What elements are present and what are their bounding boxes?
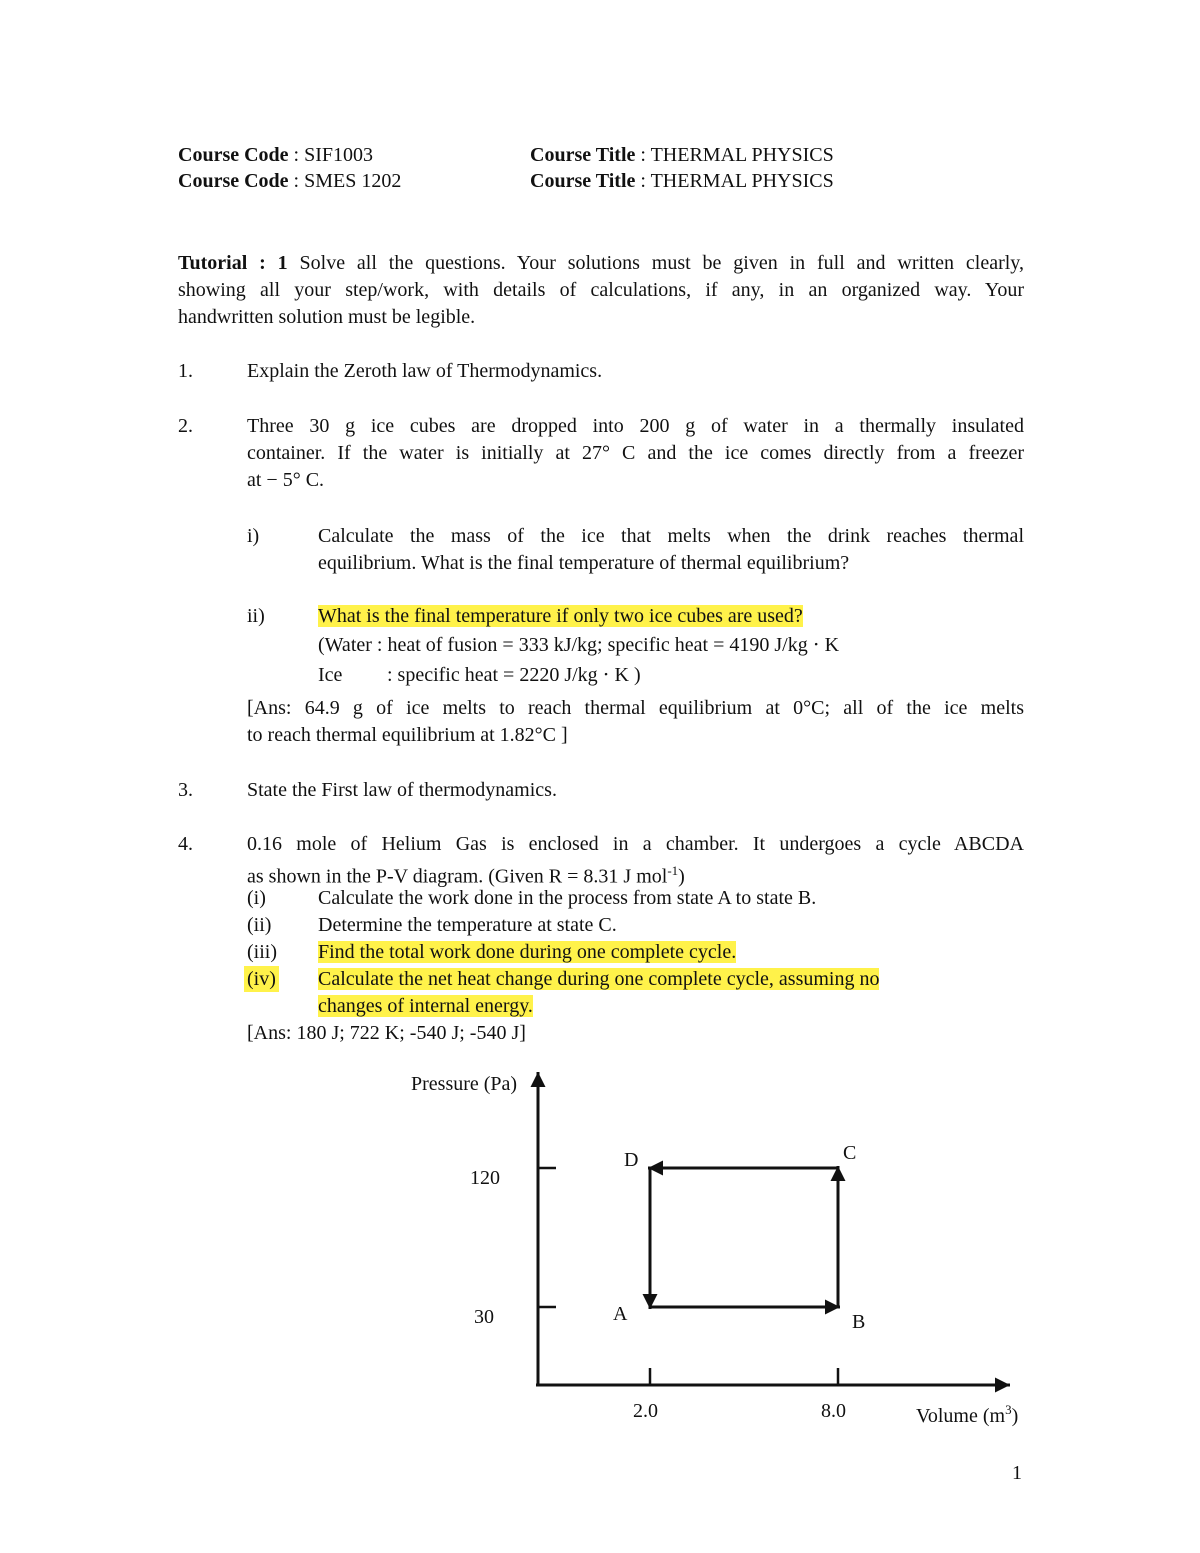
question-2-ii-number: ii) xyxy=(247,605,265,627)
course-code-value: : SMES 1202 xyxy=(293,170,402,192)
ice-constants: : specific heat = 2220 J/kg ⋅ K ) xyxy=(387,664,641,686)
question-1-text: Explain the Zeroth law of Thermodynamics. xyxy=(247,360,603,382)
question-4-part-ii-number: (ii) xyxy=(247,914,272,936)
water-constants: (Water : heat of fusion = 333 kJ/kg; specific heat = 4190 J/kg ⋅ K xyxy=(318,634,840,656)
question-2-line-2: container. If the water is initially at 27° C and the ice comes directly from a freezer xyxy=(247,442,1024,464)
point-label-b: B xyxy=(852,1311,866,1333)
question-4-part-iii-number: (iii) xyxy=(247,941,277,963)
highlighted-text: Calculate the net heat change during one complete cycle, assuming no xyxy=(318,968,880,990)
ice-label: Ice xyxy=(318,664,343,686)
point-label-d: D xyxy=(624,1149,639,1171)
course-code-label: Course Code xyxy=(178,170,289,192)
x-axis-label-close: ) xyxy=(1011,1405,1019,1427)
question-2-answer-line-1: [Ans: 64.9 g of ice melts to reach thermal equilibrium at 0°C; all of the ice melts xyxy=(247,697,1024,719)
course-title-label: Course Title xyxy=(530,144,636,166)
question-2-answer-line-2: to reach thermal equilibrium at 1.82°C ] xyxy=(247,724,568,746)
highlighted-text: changes of internal energy. xyxy=(318,995,533,1017)
course-title-label: Course Title xyxy=(530,170,636,192)
x-axis-label-text: Volume (m xyxy=(916,1405,1006,1427)
question-4-part-i-text: Calculate the work done in the process from state A to state B. xyxy=(318,887,817,909)
question-4-line-2-text: as shown in the P-V diagram. (Given R = 8.31 J mol xyxy=(247,865,668,888)
tutorial-line-2: showing all your step/work, with details of calculations, if any, in an organized way. Your xyxy=(178,279,1024,301)
question-4-part-iv-number: (iv) xyxy=(244,966,279,992)
x-axis-label xyxy=(916,1402,1018,1427)
question-1-number: 1. xyxy=(178,360,193,382)
course-code-value: : SIF1003 xyxy=(293,144,374,166)
point-label-a: A xyxy=(613,1303,628,1325)
page-number: 1 xyxy=(1012,1462,1022,1484)
question-2-i-number: i) xyxy=(247,525,260,547)
highlighted-text: What is the final temperature if only two ice cubes are used? xyxy=(318,605,803,627)
question-4-line-2-close: ) xyxy=(678,865,685,888)
question-2-number: 2. xyxy=(178,415,193,437)
tutorial-line-3: handwritten solution must be legible. xyxy=(178,306,476,328)
question-4-part-ii-text: Determine the temperature at state C. xyxy=(318,914,617,936)
question-2-line-1: Three 30 g ice cubes are dropped into 200 g of water in a thermally insulated xyxy=(247,415,1024,437)
course-title-value: : THERMAL PHYSICS xyxy=(640,144,834,166)
course-code-label: Course Code xyxy=(178,144,289,166)
question-4-part-i-number: (i) xyxy=(247,887,266,909)
x-tick-label-8: 8.0 xyxy=(821,1400,846,1422)
question-3-text: State the First law of thermodynamics. xyxy=(247,779,557,801)
y-tick-label-30: 30 xyxy=(474,1306,494,1328)
superscript: -1 xyxy=(667,863,679,878)
question-2-i-line-2: equilibrium. What is the final temperature of thermal equilibrium? xyxy=(318,552,850,574)
tutorial-text: Solve all the questions. Your solutions must be given in full and written clearly, xyxy=(299,252,1024,274)
question-2-line-3: at − 5° C. xyxy=(247,469,325,491)
tutorial-label: Tutorial : 1 xyxy=(178,252,288,274)
question-4-line-1: 0.16 mole of Helium Gas is enclosed in a chamber. It undergoes a cycle ABCDA xyxy=(247,833,1024,855)
y-tick-label-120: 120 xyxy=(470,1167,500,1189)
y-axis-label: Pressure (Pa) xyxy=(411,1073,518,1095)
question-4-number: 4. xyxy=(178,833,193,855)
question-3-number: 3. xyxy=(178,779,193,801)
question-4-answer: [Ans: 180 J; 722 K; -540 J; -540 J] xyxy=(247,1022,526,1044)
highlighted-text: Find the total work done during one complete cycle. xyxy=(318,941,737,963)
x-tick-label-2: 2.0 xyxy=(633,1400,658,1422)
x-axis-label-superscript: 3 xyxy=(1005,1402,1012,1417)
question-2-i-line-1: Calculate the mass of the ice that melts when the drink reaches thermal xyxy=(318,525,1024,547)
point-label-c: C xyxy=(843,1142,857,1164)
course-title-value: : THERMAL PHYSICS xyxy=(640,170,834,192)
